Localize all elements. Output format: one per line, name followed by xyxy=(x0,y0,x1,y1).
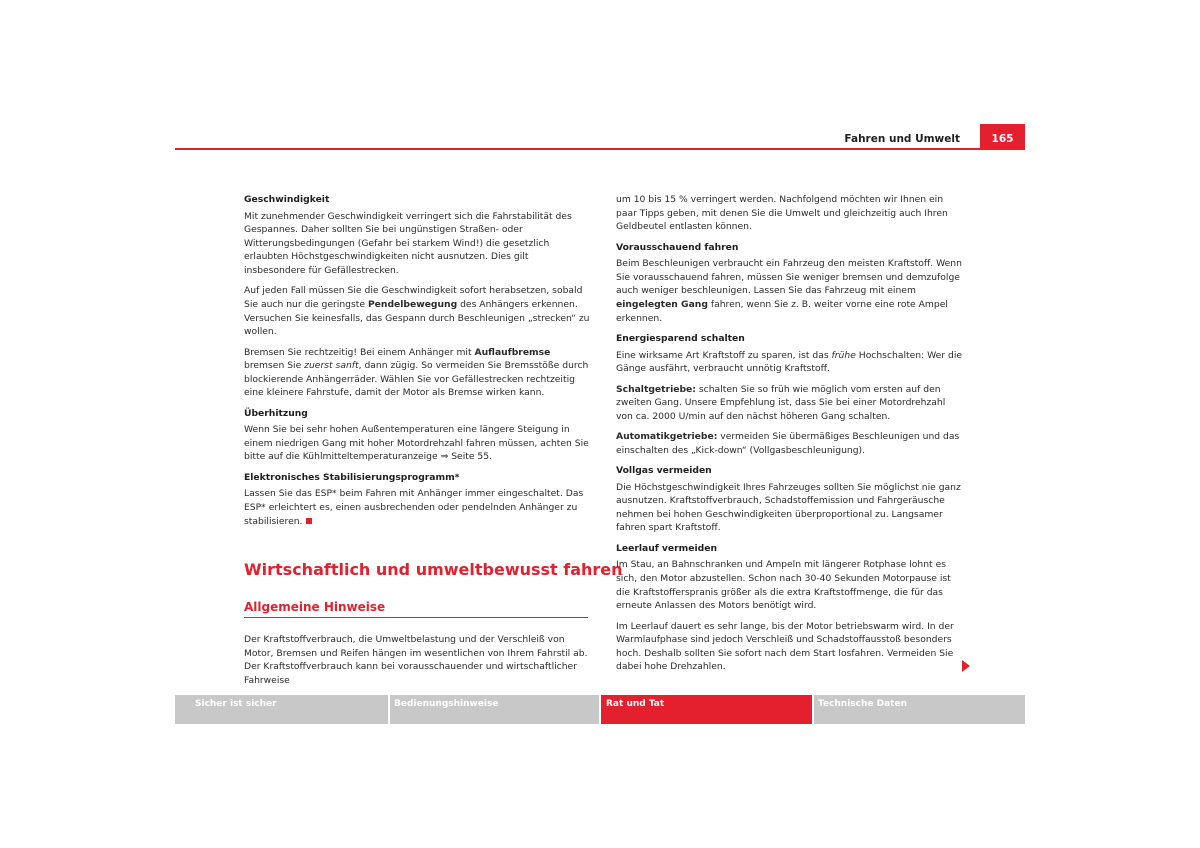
heading-ueberhitzung: Überhitzung xyxy=(244,407,308,419)
left-column xyxy=(244,193,590,535)
paragraph xyxy=(616,349,964,376)
page-number: 165 xyxy=(991,133,1014,145)
heading-geschwindigkeit: Geschwindigkeit xyxy=(244,194,330,205)
header-rule xyxy=(175,148,1025,150)
text: schalten Sie so früh wie möglich vom ersten auf den zweiten Gang. Unsere Empfehlung ist, dass Sie bei einer Motordrehzahl von ca. 2000 U/min auf den nächst höheren Gang schalten. xyxy=(616,383,946,422)
bold-term: Automatikgetriebe: xyxy=(616,431,718,443)
paragraph: Im Leerlauf dauert es sehr lange, bis der Motor betriebswarm wird. In der Warmlaufphase sind jedoch Verschleiß und Schadstoffausstoß besonders hoch. Deshalb sollten Sie sofort nach dem Start losfahren. Vermeiden Sie dabei hohe Drehzahlen. xyxy=(616,620,954,673)
section-title: Wirtschaftlich und umweltbewusst fahren xyxy=(244,560,623,579)
tab-bedienungshinweise[interactable] xyxy=(390,695,599,724)
heading-leerlauf: Leerlauf vermeiden xyxy=(616,542,717,554)
tab-label: Technische Daten xyxy=(818,699,907,709)
end-of-section-icon xyxy=(306,518,312,524)
text: , dann zügig. So vermeiden Sie Bremsstöße durch blockierende Anhängerräder. Wählen Sie vor Gefällestrecken rechtzeitig eine kleinere Fahrstufe, damit der Motor als Bremse wirken kann. xyxy=(244,360,589,399)
heading-esp: Elektronisches Stabilisierungsprogramm* xyxy=(244,471,460,483)
text: Beim Beschleunigen verbraucht ein Fahrzeug den meisten Kraftstoff. Wenn Sie vorausschauend fahren, müssen Sie weniger bremsen und demzufolge auch weniger beschleunigen. Lassen Sie das Fahrzeug mit einem xyxy=(616,258,962,297)
tab-sicher-ist-sicher[interactable] xyxy=(175,695,388,724)
tab-rat-und-tat[interactable] xyxy=(601,695,812,724)
italic-term: zuerst sanft xyxy=(304,360,359,372)
paragraph xyxy=(244,284,590,338)
text: vermeiden Sie übermäßiges Beschleunigen und das einschalten des „Kick-down“ (Vollgasbeschleunigung). xyxy=(616,431,960,456)
heading-vorausschauend: Vorausschauend fahren xyxy=(616,241,739,253)
paragraph xyxy=(616,430,964,457)
paragraph: Mit zunehmender Geschwindigkeit verringert sich die Fahrstabilität des Gespannes. Daher sollten Sie bei ungünstigen Straßen- oder Witterungsbedingungen (Gefahr bei starkem Wind!) die gesetzlich erlaubten Höchstgeschwindigkeiten nicht ausnutzen. Dies gilt insbesondere für Gefällestrecken. xyxy=(244,210,572,276)
tab-label: Bedienungshinweise xyxy=(394,699,499,709)
text: Hochschalten: Wer die Gänge ausfährt, verbraucht unnötig Kraftstoff. xyxy=(616,349,963,375)
intro-paragraph: Der Kraftstoffverbrauch, die Umweltbelastung und der Verschleiß von Motor, Bremsen und Reifen hängen im wesentlichen von Ihrem Fahrstil ab. Der Kraftstoffverbrauch kann bei vorausschauender und wirtschaftlicher Fahrweise xyxy=(244,634,588,686)
bold-term: Auflaufbremse xyxy=(474,346,551,358)
subsection-title: Allgemeine Hinweise xyxy=(244,600,386,614)
text: Eine wirksame Art Kraftstoff zu sparen, ist das xyxy=(616,349,832,361)
text: fahren, wenn Sie z. B. weiter vorne eine rote Ampel erkennen. xyxy=(616,298,948,324)
continue-arrow-icon xyxy=(962,660,970,672)
bold-term: Schaltgetriebe: xyxy=(616,383,696,395)
paragraph xyxy=(244,487,590,528)
paragraph: Im Stau, an Bahnschranken und Ampeln mit längerer Rotphase lohnt es sich, den Motor abzustellen. Schon nach 30-40 Sekunden Motorpause ist die Kraftstofferspranis größer als die extra Kraftstoffmenge, die für das erneute Anlassen des Motors benötigt wird. xyxy=(616,559,951,612)
text: Lassen Sie das ESP* beim Fahren mit Anhänger immer eingeschaltet. Das ESP* erleichtert es, einen ausbrechenden oder pendelnden Anhänger zu stabilisieren. xyxy=(244,488,584,527)
bold-term: Pendelbewegung xyxy=(367,298,458,310)
tab-label: Sicher ist sicher xyxy=(195,699,277,709)
text: des Anhängers erkennen. Versuchen Sie keinesfalls, das Gespann durch Beschleunigen „strecken“ zu wollen. xyxy=(244,298,590,338)
cross-reference-link[interactable]: Seite 55. xyxy=(448,451,493,463)
tab-technische-daten[interactable] xyxy=(814,695,1025,724)
text: Bremsen Sie rechtzeitig! Bei einem Anhänger mit xyxy=(244,346,475,358)
paragraph xyxy=(616,257,964,325)
paragraph xyxy=(244,423,590,464)
tab-label: Rat und Tat xyxy=(606,699,665,709)
text: bremsen Sie xyxy=(244,360,305,372)
text: Auf jeden Fall müssen Sie die Geschwindigkeit sofort herabsetzen, sobald Sie auch nur die geringste xyxy=(244,285,583,310)
heading-vollgas: Vollgas vermeiden xyxy=(616,465,712,477)
right-column xyxy=(616,193,964,681)
subsection-rule xyxy=(244,617,588,618)
paragraph xyxy=(616,383,964,424)
header-title: Fahren und Umwelt xyxy=(844,133,960,145)
paragraph: Die Höchstgeschwindigkeit Ihres Fahrzeuges sollten Sie möglichst nie ganz ausnutzen. Kraftstoffverbrauch, Schadstoffemission und Fahrgeräusche nehmen bei hohen Geschwindigkeiten überproportional zu. Langsamer fahren spart Kraftstoff. xyxy=(616,481,961,534)
paragraph xyxy=(244,346,590,400)
text: Wenn Sie bei sehr hohen Außentemperaturen eine längere Steigung in einem niedrigen Gang mit hoher Motordrehzahl fahren müssen, achten Sie bitte auf die Kühlmitteltemperaturanzeige xyxy=(244,424,589,463)
bold-term: eingelegten Gang xyxy=(616,298,708,310)
heading-energiesparend: Energiesparend schalten xyxy=(616,332,745,344)
paragraph: um 10 bis 15 % verringert werden. Nachfolgend möchten wir Ihnen ein paar Tipps geben, mit denen Sie die Umwelt und gleichzeitig auch Ihren Geldbeutel entlasten können. xyxy=(616,194,948,233)
cross-reference-arrow-icon: ⇒ xyxy=(440,451,449,463)
italic-term: frühe xyxy=(831,349,856,361)
